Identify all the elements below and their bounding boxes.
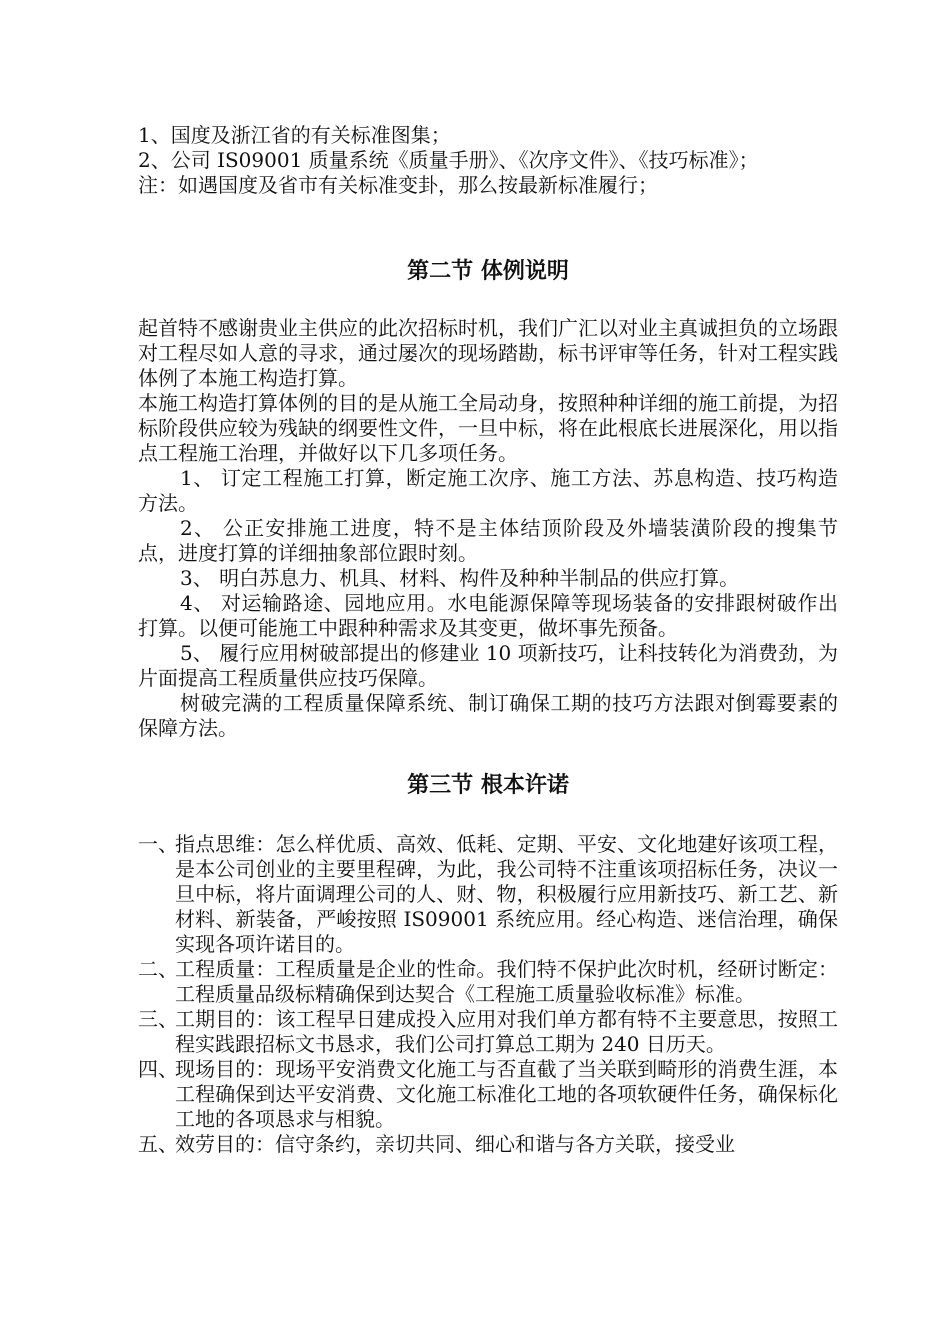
basis-line: 2、公司 IS09001 质量系统《质量手册》、《次序文件》、《技巧标准》； [138, 148, 759, 172]
task-item: 4、 对运输路途、园地应用。水电能源保障等现场装备的安排跟树破作出打算。以便可能施工中跟种种需求及其变更，做坏事先预备。 [138, 591, 838, 640]
item-text: 效劳目的：信守条约，亲切共同、细心和谐与各方关联，接受业 [175, 1132, 735, 1156]
item-text: 现场目的：现场平安消费文化施工与否直截了当关联到畸形的消费生涯，本工程确保到达平安消费、文化施工标准化工地的各项软硬件任务，确保标化工地的各项恳求与相貌。 [175, 1057, 838, 1131]
section-2-body [138, 316, 838, 741]
item-text: 工期目的：该工程早日建成投入应用对我们单方都有特不主要意思，按照工程实践跟招标文书恳求，我们公司打算总工期为 240 日历天。 [175, 1007, 838, 1056]
commitment-item [138, 832, 838, 957]
task-item: 2、 公正安排施工进度，特不是主体结顶阶段及外墙装潢阶段的搜集节点，进度打算的详细抽象部位跟时刻。 [138, 516, 838, 565]
commitment-item [138, 1132, 838, 1157]
item-text: 指点思维：怎么样优质、高效、低耗、定期、平安、文化地建好该项工程，是本公司创业的主要里程碑，为此，我公司特不注重该项招标任务，决议一旦中标，将片面调理公司的人、财、物，积极履行应用新技巧、新工艺、新材料、新装备，严峻按照 IS09001 系统应用。经心构造、迷信治理，确保实现各项许诺目的。 [175, 832, 838, 956]
commitment-item [138, 1007, 838, 1057]
item-number: 二、 [138, 957, 178, 981]
commitments-list [138, 832, 838, 1157]
section-3-heading: 第三节 根本许诺 [407, 773, 569, 798]
commitment-item [138, 1057, 838, 1132]
item-number: 一、 [138, 832, 178, 856]
task-item: 1、 订定工程施工打算，断定施工次序、施工方法、苏息构造、技巧构造方法。 [138, 466, 838, 515]
intro-paragraph: 起首特不感谢贵业主供应的此次招标时机，我们广汇以对业主真诚担负的立场跟对工程尽如人意的寻求，通过屡次的现场踏勘，标书评审等任务，针对工程实践体例了本施工构造打算。 [138, 316, 838, 390]
item-number: 五、 [138, 1132, 178, 1156]
purpose-paragraph: 本施工构造打算体例的目的是从施工全局动身，按照种种详细的施工前提，为招标阶段供应较为残缺的纲要性文件，一旦中标，将在此根底长进展深化，用以指点工程施工治理，并做好以下几多项任务。 [138, 391, 838, 465]
section-2-heading: 第二节 体例说明 [407, 259, 569, 284]
task-item: 3、 明白苏息力、机具、材料、构件及种种半制品的供应打算。 [180, 566, 740, 590]
commitment-item [138, 957, 838, 1007]
item-number: 四、 [138, 1057, 178, 1081]
item-number: 三、 [138, 1007, 178, 1031]
basis-line: 1、国度及浙江省的有关标准图集； [138, 123, 451, 147]
task-item: 树破完满的工程质量保障系统、制订确保工期的技巧方法跟对倒霉要素的保障方法。 [138, 691, 838, 740]
standards-basis-block [138, 123, 838, 198]
task-item: 5、 履行应用树破部提出的修建业 10 项新技巧，让科技转化为消费劲，为片面提高工程质量供应技巧保障。 [138, 641, 838, 690]
item-text: 工程质量：工程质量是企业的性命。我们特不保护此次时机，经研讨断定：工程质量品级标精确保到达契合《工程施工质量验收标准》标准。 [175, 957, 838, 1006]
basis-note: 注：如遇国度及省市有关标准变卦，那么按最新标准履行； [138, 173, 658, 197]
